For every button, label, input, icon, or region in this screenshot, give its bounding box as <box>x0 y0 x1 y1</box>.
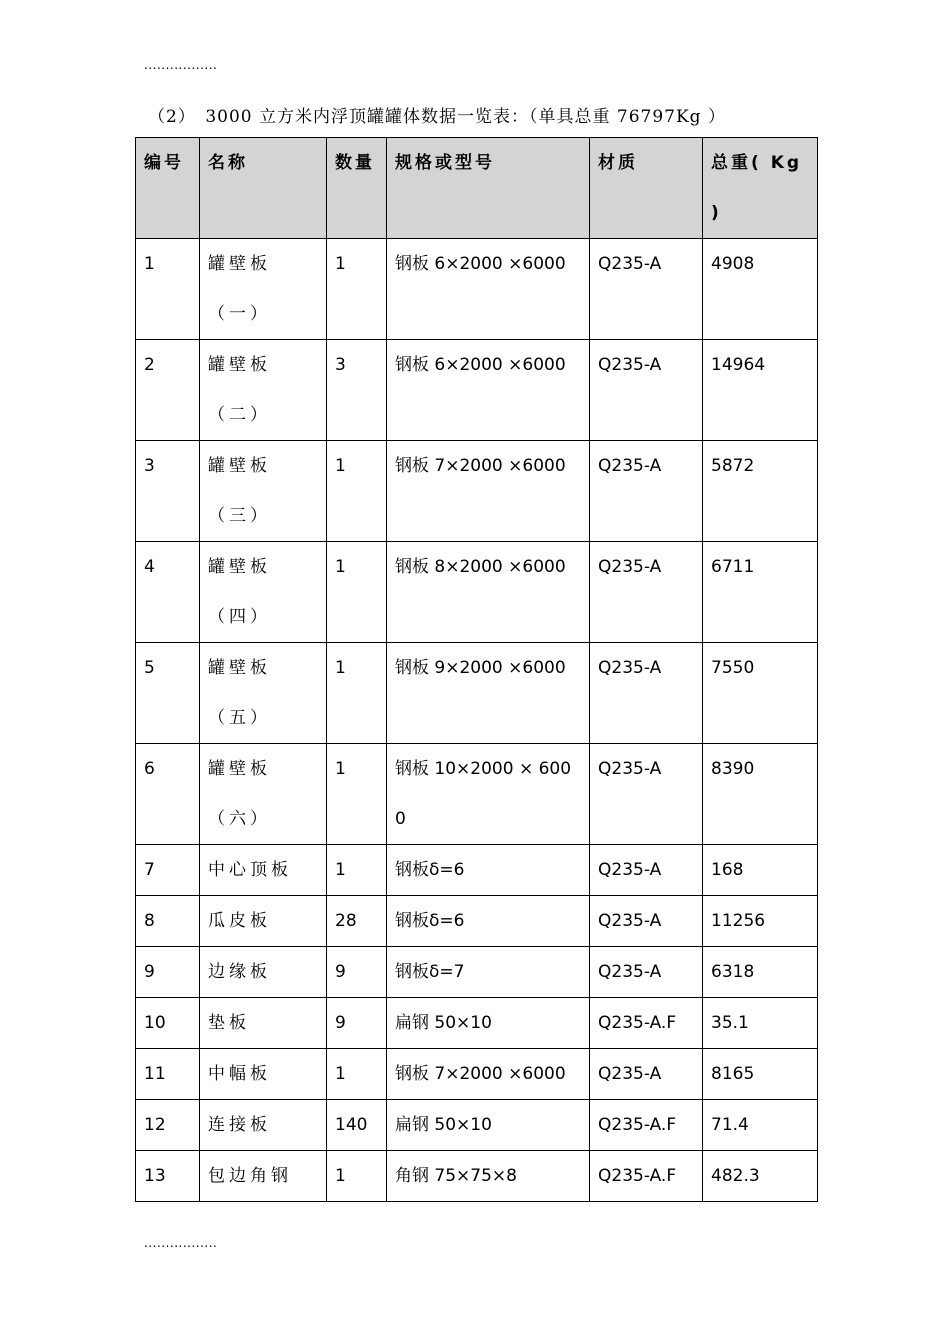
cell-quantity: 140 <box>327 1100 387 1151</box>
cell-number: 5 <box>136 643 200 744</box>
header-total-weight: 总重( Kg ) <box>703 138 818 239</box>
cell-quantity: 1 <box>327 239 387 340</box>
cell-spec: 钢板δ=7 <box>387 947 590 998</box>
table-row <box>136 643 818 744</box>
cell-weight: 8165 <box>703 1049 818 1100</box>
cell-name: 罐壁板（五） <box>200 643 327 744</box>
cell-spec: 扁钢 50×10 <box>387 998 590 1049</box>
cell-material: Q235-A <box>590 542 703 643</box>
cell-name: 连接板 <box>200 1100 327 1151</box>
header-spec: 规格或型号 <box>387 138 590 239</box>
cell-name: 中心顶板 <box>200 845 327 896</box>
cell-quantity: 1 <box>327 744 387 845</box>
cell-quantity: 1 <box>327 1049 387 1100</box>
cell-spec: 角钢 75×75×8 <box>387 1151 590 1202</box>
cell-weight: 8390 <box>703 744 818 845</box>
cell-quantity: 9 <box>327 998 387 1049</box>
header-material: 材质 <box>590 138 703 239</box>
table-row <box>136 542 818 643</box>
cell-name: 包边角钢 <box>200 1151 327 1202</box>
cell-weight: 71.4 <box>703 1100 818 1151</box>
cell-spec: 钢板δ=6 <box>387 845 590 896</box>
table-row <box>136 998 818 1049</box>
cell-weight: 4908 <box>703 239 818 340</box>
cell-weight: 14964 <box>703 340 818 441</box>
header-name: 名称 <box>200 138 327 239</box>
cell-number: 13 <box>136 1151 200 1202</box>
cell-quantity: 1 <box>327 1151 387 1202</box>
table-row <box>136 845 818 896</box>
table-row <box>136 1151 818 1202</box>
cell-number: 9 <box>136 947 200 998</box>
cell-material: Q235-A <box>590 744 703 845</box>
cell-weight: 482.3 <box>703 1151 818 1202</box>
cell-spec: 钢板 7×2000 ×6000 <box>387 441 590 542</box>
table-row <box>136 1049 818 1100</box>
table-row <box>136 947 818 998</box>
cell-material: Q235-A <box>590 896 703 947</box>
cell-material: Q235-A <box>590 340 703 441</box>
cell-material: Q235-A <box>590 845 703 896</box>
header-quantity: 数量 <box>327 138 387 239</box>
cell-weight: 168 <box>703 845 818 896</box>
cell-name: 罐壁板（三） <box>200 441 327 542</box>
cell-number: 10 <box>136 998 200 1049</box>
cell-name: 中幅板 <box>200 1049 327 1100</box>
cell-name: 瓜皮板 <box>200 896 327 947</box>
cell-material: Q235-A <box>590 643 703 744</box>
cell-quantity: 3 <box>327 340 387 441</box>
table-row <box>136 896 818 947</box>
table-row <box>136 239 818 340</box>
cell-weight: 5872 <box>703 441 818 542</box>
cell-number: 12 <box>136 1100 200 1151</box>
cell-weight: 6711 <box>703 542 818 643</box>
cell-quantity: 28 <box>327 896 387 947</box>
cell-name: 边缘板 <box>200 947 327 998</box>
cell-name: 罐壁板（二） <box>200 340 327 441</box>
cell-number: 4 <box>136 542 200 643</box>
cell-spec: 钢板 10×2000 × 6000 <box>387 744 590 845</box>
cell-spec: 钢板δ=6 <box>387 896 590 947</box>
header-dots: ................. <box>144 58 218 72</box>
table-row <box>136 1100 818 1151</box>
cell-quantity: 1 <box>327 441 387 542</box>
cell-material: Q235-A.F <box>590 1151 703 1202</box>
cell-number: 7 <box>136 845 200 896</box>
cell-material: Q235-A.F <box>590 998 703 1049</box>
cell-quantity: 1 <box>327 845 387 896</box>
table-row <box>136 744 818 845</box>
cell-material: Q235-A.F <box>590 1100 703 1151</box>
cell-material: Q235-A <box>590 1049 703 1100</box>
cell-spec: 扁钢 50×10 <box>387 1100 590 1151</box>
cell-material: Q235-A <box>590 947 703 998</box>
cell-number: 11 <box>136 1049 200 1100</box>
cell-number: 6 <box>136 744 200 845</box>
cell-material: Q235-A <box>590 239 703 340</box>
cell-name: 罐壁板（四） <box>200 542 327 643</box>
cell-number: 1 <box>136 239 200 340</box>
cell-material: Q235-A <box>590 441 703 542</box>
cell-number: 2 <box>136 340 200 441</box>
cell-quantity: 1 <box>327 643 387 744</box>
cell-spec: 钢板 8×2000 ×6000 <box>387 542 590 643</box>
footer-dots: ................. <box>144 1236 218 1250</box>
table-header-row <box>136 138 818 239</box>
cell-name: 罐壁板（六） <box>200 744 327 845</box>
header-number: 编号 <box>136 138 200 239</box>
cell-number: 8 <box>136 896 200 947</box>
cell-number: 3 <box>136 441 200 542</box>
cell-weight: 35.1 <box>703 998 818 1049</box>
cell-spec: 钢板 6×2000 ×6000 <box>387 340 590 441</box>
cell-quantity: 9 <box>327 947 387 998</box>
cell-spec: 钢板 6×2000 ×6000 <box>387 239 590 340</box>
table-row <box>136 340 818 441</box>
tank-data-table <box>135 137 818 1202</box>
table-caption: （2） 3000 立方米内浮顶罐罐体数据一览表：（单具总重 76797Kg ） <box>148 107 726 127</box>
cell-weight: 11256 <box>703 896 818 947</box>
cell-weight: 6318 <box>703 947 818 998</box>
cell-spec: 钢板 9×2000 ×6000 <box>387 643 590 744</box>
cell-name: 垫板 <box>200 998 327 1049</box>
cell-name: 罐壁板（一） <box>200 239 327 340</box>
cell-weight: 7550 <box>703 643 818 744</box>
table-row <box>136 441 818 542</box>
cell-spec: 钢板 7×2000 ×6000 <box>387 1049 590 1100</box>
cell-quantity: 1 <box>327 542 387 643</box>
